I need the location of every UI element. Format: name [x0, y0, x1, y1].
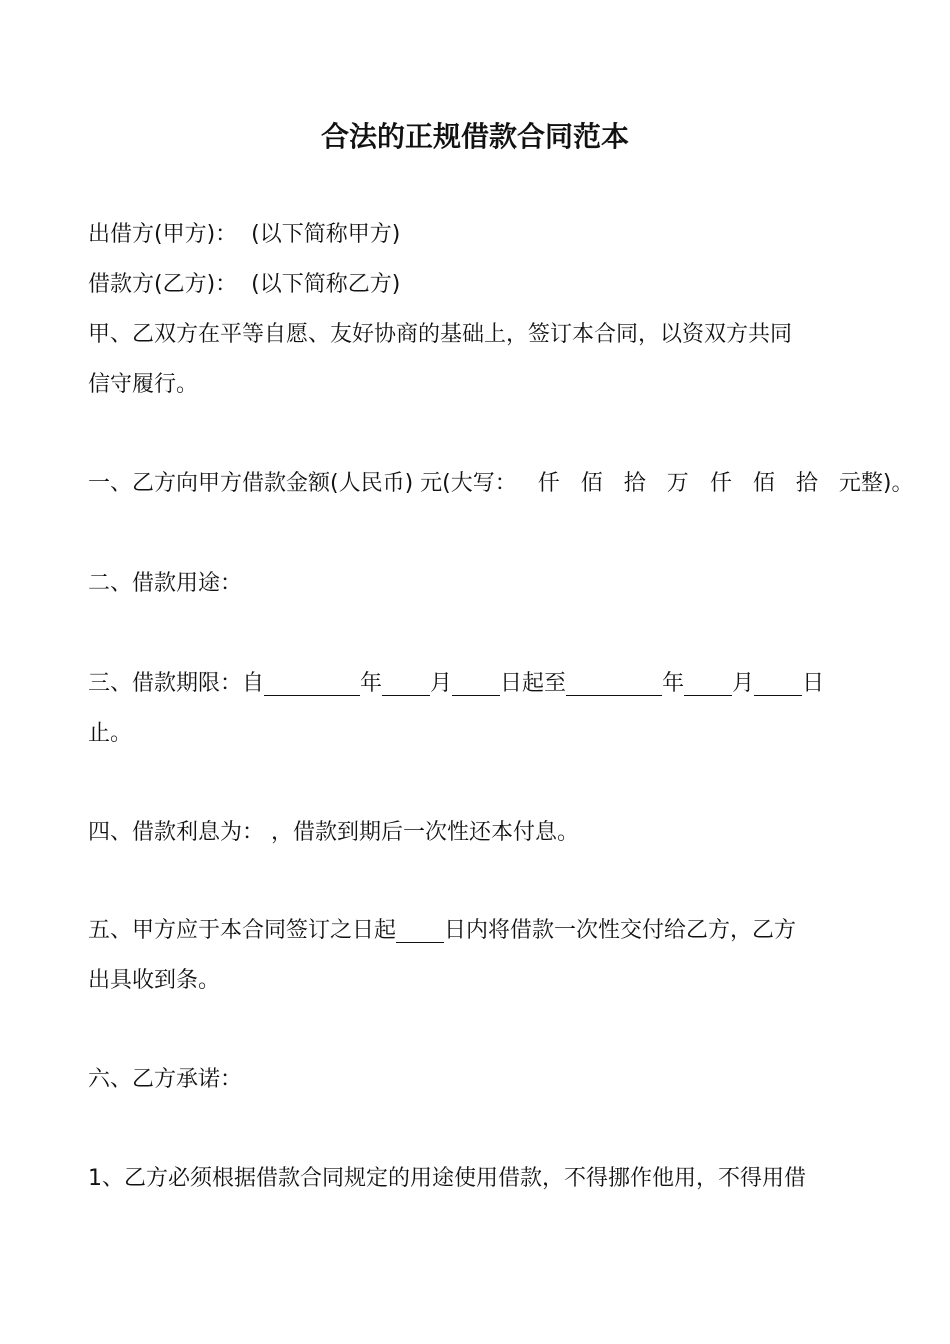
borrower-label: 借款方(乙方)：: [88, 272, 238, 297]
end-month-blank: [684, 669, 732, 696]
clause-3: [88, 659, 878, 709]
clause-1-prefix: 一、乙方向甲方借款金额(人民币) 元(大写：: [88, 471, 517, 496]
clause-5-line-2: 出具收到条。: [88, 968, 221, 993]
borrower-note: (以下简称乙方): [251, 272, 401, 297]
lender-label: 出借方(甲方)：: [88, 222, 238, 247]
month-label-2: 月: [732, 671, 755, 696]
days-blank: [396, 916, 444, 943]
clause-2: 二、借款用途：: [88, 571, 243, 596]
clause-4: 四、借款利息为： ，借款到期后一次性还本付息。: [88, 820, 579, 845]
unit-wan: 万: [666, 471, 689, 496]
unit-qian-1: 仟: [537, 471, 560, 496]
preamble-line-2: 信守履行。: [88, 372, 199, 397]
unit-qian-2: 仟: [709, 471, 732, 496]
unit-shi-2: 拾: [795, 471, 818, 496]
unit-shi-1: 拾: [623, 471, 646, 496]
month-label-1: 月: [430, 671, 453, 696]
preamble-line-1: 甲、乙双方在平等自愿、友好协商的基础上，签订本合同，以资双方共同: [88, 322, 793, 347]
unit-bai-2: 佰: [752, 471, 775, 496]
start-year-blank: [264, 669, 360, 696]
year-label-1: 年: [360, 671, 383, 696]
day-label-2: 日: [802, 671, 825, 696]
document-title: 合法的正规借款合同范本: [320, 120, 629, 153]
borrower-line: [88, 260, 878, 310]
end-year-blank: [566, 669, 662, 696]
unit-bai-1: 佰: [580, 471, 603, 496]
clause-6-item-1: 1、乙方必须根据借款合同规定的用途使用借款，不得挪作他用，不得用借: [88, 1166, 806, 1191]
start-day-blank: [452, 669, 500, 696]
lender-line: [88, 210, 878, 260]
year-label-2: 年: [662, 671, 685, 696]
lender-note: (以下简称甲方): [251, 222, 401, 247]
clause-5-text-end: 日内将借款一次性交付给乙方，乙方: [444, 918, 797, 943]
end-day-blank: [754, 669, 802, 696]
clause-6: 六、乙方承诺：: [88, 1067, 243, 1092]
clause-5: [88, 906, 878, 956]
clause-5-text-start: 五、甲方应于本合同签订之日起: [88, 918, 397, 943]
clause-3-line-2: 止。: [88, 721, 133, 746]
unit-yuan: 元整)。: [838, 471, 914, 496]
start-month-blank: [382, 669, 430, 696]
clause-3-text-start: 三、借款期限：自: [88, 671, 265, 696]
day-label-1: 日起至: [500, 671, 567, 696]
clause-1: [88, 459, 914, 509]
